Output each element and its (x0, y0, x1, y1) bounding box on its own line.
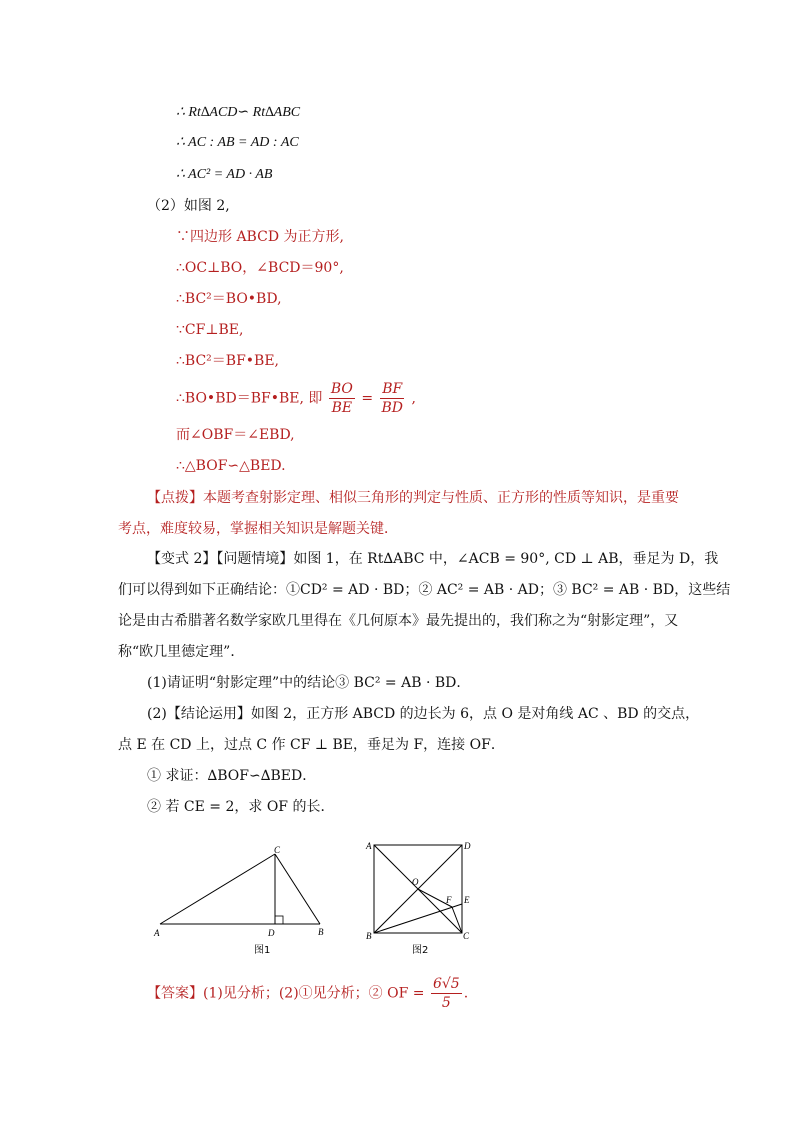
label-C: C (463, 931, 470, 941)
variant-line1: 【变式 2】【问题情境】如图 1，在 Rt∆ABC 中，∠ACB = 90°, CD ⊥ AB，垂足为 D，我 (147, 551, 719, 567)
proof2-line8: ∴△BOF∽△BED. (176, 458, 286, 474)
proof2-line6-suffix: , (411, 390, 416, 407)
hint-line2: 考点，难度较易，掌握相关知识是解题关键． (118, 521, 398, 537)
figure1-triangle (150, 838, 350, 968)
variant-question2-a: ① 求证：∆BOF∽∆BED． (147, 768, 317, 784)
answer-suffix: . (463, 985, 469, 1002)
label-A: A (366, 841, 372, 851)
label-B: B (366, 931, 372, 941)
figure2-square (364, 835, 484, 965)
variant-question2-line2: 点 E 在 CD 上，过点 C 作 CF ⊥ BE，垂足为 F，连接 OF． (118, 737, 505, 753)
fraction-numerator: 6√5 (432, 976, 460, 992)
answer-prefix: 【答案】 (147, 985, 203, 1002)
label-O: O (412, 877, 419, 887)
fraction-denominator: BD (381, 400, 404, 416)
proof2-line7: 而∠OBF＝∠EBD, (176, 427, 295, 443)
proof1-line1: ∴ Rt∆ACD∽ Rt∆ABC (176, 105, 301, 120)
answer-text: (1)见分析；(2)①见分析；② OF = (203, 985, 425, 1002)
segment-BC (275, 854, 320, 924)
proof2-line2: ∴OC⊥BO，∠BCD＝90°, (176, 260, 344, 276)
answer-line (147, 975, 468, 1012)
variant-line3: 论是由古希腊著名数学家欧几里得在《几何原本》最先提出的，我们称之为“射影定理”，又 (118, 613, 679, 629)
proof1-line2: ∴ AC : AB = AD : AC (176, 135, 299, 150)
proof2-line6-prefix: ∴BO•BD＝BF•BE, 即 (176, 390, 323, 407)
proof2-line4: ∵CF⊥BE, (176, 322, 244, 338)
label-D: D (268, 928, 275, 938)
variant-question2-line1: (2)【结论运用】如图 2，正方形 ABCD 的边长为 6，点 O 是对角线 AC 、BD 的交点， (147, 706, 700, 722)
segment-BE (374, 904, 462, 933)
proof2-intro: （2）如图 2, (147, 198, 230, 214)
proof1-line3: ∴ AC² = AD · AB (176, 167, 273, 182)
proof2-line3: ∴BC²＝BO•BD, (176, 291, 282, 307)
proof2-line5: ∴BC²＝BF•BE, (176, 353, 279, 369)
segment-AC (160, 854, 275, 924)
fraction-numerator: BO (330, 381, 353, 397)
hint-line1: 【点拨】本题考查射影定理、相似三角形的判定与性质、正方形的性质等知识，是重要 (147, 490, 679, 506)
fraction-denominator: 5 (441, 995, 451, 1011)
variant-line4: 称“欧几里德定理”． (118, 644, 245, 660)
variant-line2: 们可以得到如下正确结论：①CD² = AD · BD；② AC² = AB · AD；③ BC² = AB · BD，这些结 (118, 582, 731, 598)
right-angle-mark (275, 916, 283, 924)
figure1-caption: 图1 (254, 945, 271, 956)
fraction-denominator: BE (331, 400, 353, 416)
label-D: D (464, 841, 471, 851)
fraction-bf-bd (380, 380, 406, 417)
fraction-numerator: BF (382, 381, 403, 397)
label-A: A (154, 928, 160, 938)
variant-question1: (1)请证明“射影定理”中的结论③ BC² = AB · BD． (147, 675, 471, 691)
fraction-bo-be (329, 380, 355, 417)
proof2-line1: ∵四边形 ABCD 为正方形, (176, 229, 344, 245)
variant-question2-b: ② 若 CE = 2，求 OF 的长． (147, 799, 335, 815)
figure2-caption: 图2 (412, 945, 429, 956)
equals-sign: = (361, 390, 374, 407)
label-E: E (464, 895, 470, 905)
segment-CF (452, 907, 462, 933)
answer-fraction (431, 975, 462, 1012)
label-B: B (318, 927, 324, 937)
proof2-line6 (176, 380, 416, 417)
label-C: C (274, 845, 281, 855)
label-F: F (446, 895, 452, 905)
